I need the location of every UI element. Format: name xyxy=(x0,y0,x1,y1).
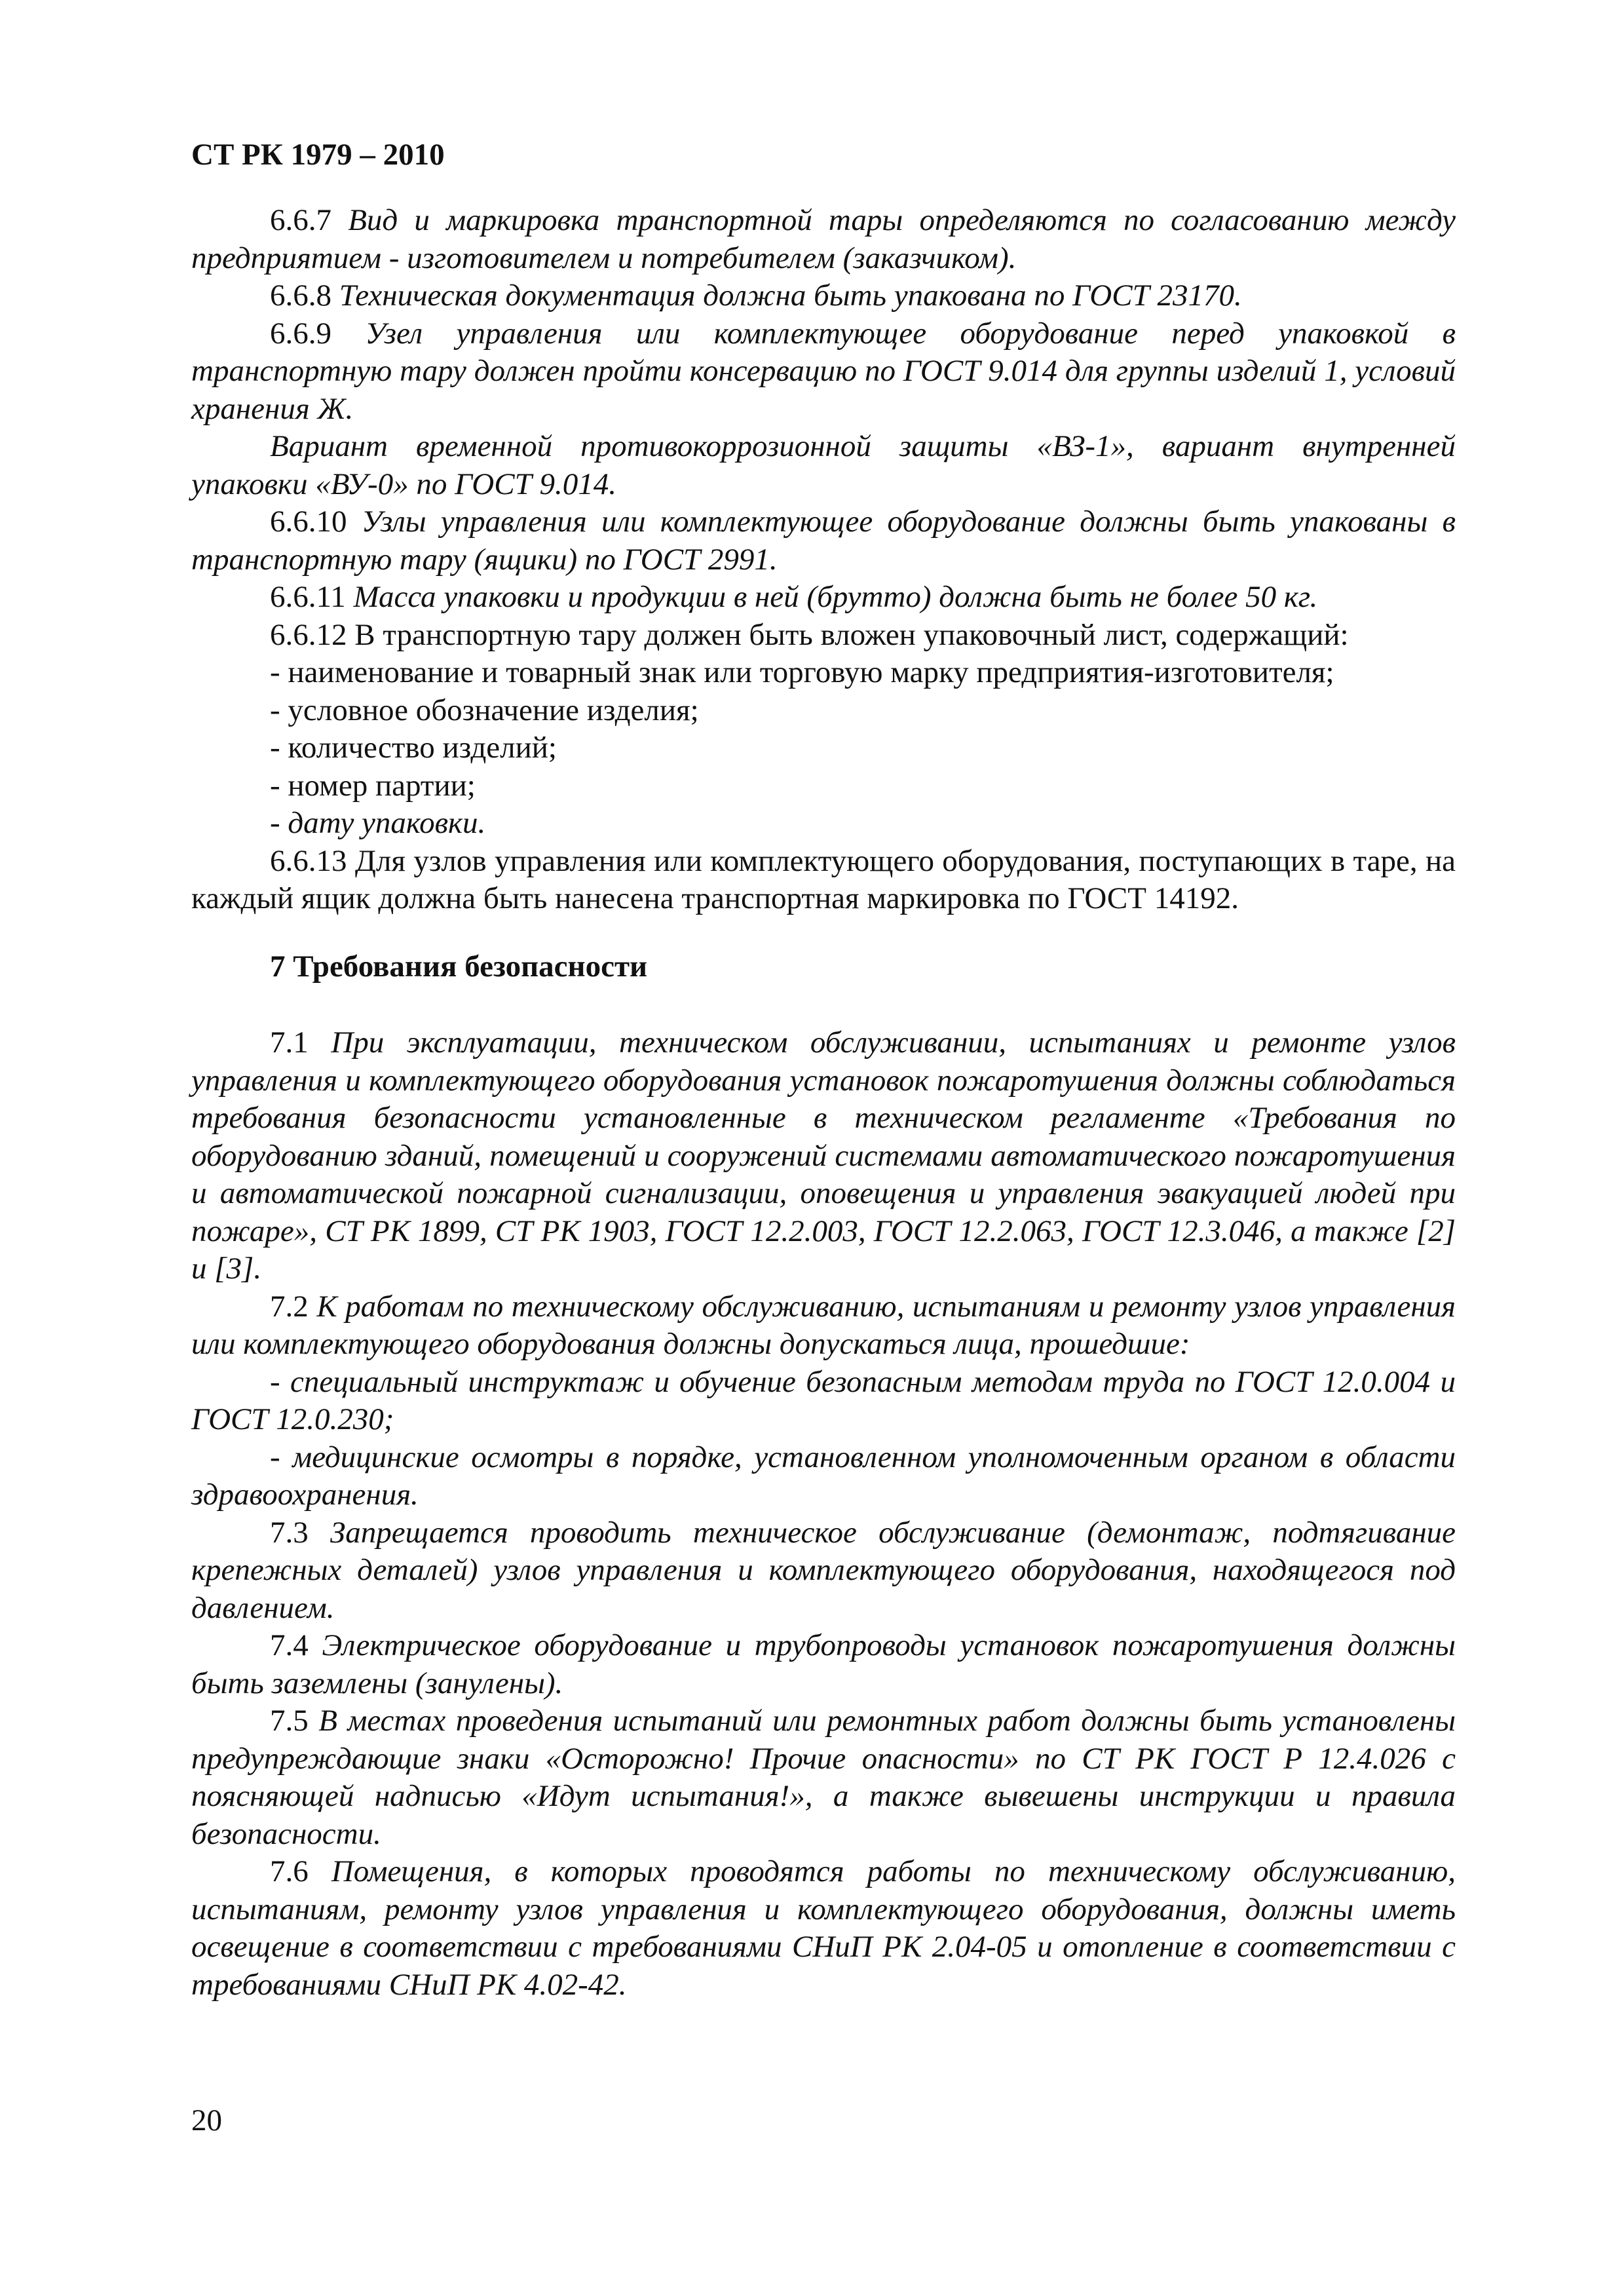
standard-code-header: СТ РК 1979 – 2010 xyxy=(191,138,445,172)
paragraph-6-6-8 xyxy=(191,277,1456,315)
clause-number: 7.5 xyxy=(270,1704,319,1738)
clause-text: К работам по техническому обслуживанию, испытаниям и ремонту узлов управления или комплектующего оборудования должны допускаться лица, прошедшие: xyxy=(191,1289,1456,1361)
section-6-continued xyxy=(191,202,1456,918)
clause-text: Электрическое оборудование и трубопроводы установок пожаротушения должны быть заземлены (занулены). xyxy=(191,1628,1456,1700)
clause-number: 7.4 xyxy=(270,1628,322,1662)
paragraph-7-4 xyxy=(191,1627,1456,1702)
paragraph-7-2 xyxy=(191,1288,1456,1364)
paragraph-6-6-13: 6.6.13 Для узлов управления или комплектующего оборудования, поступающих в таре, на каждый ящик должна быть нанесена транспортная маркировка по ГОСТ 14192. xyxy=(191,843,1456,915)
clause-number: 7.2 xyxy=(270,1289,317,1324)
page-number: 20 xyxy=(191,2103,222,2137)
list-item: - дату упаковки. xyxy=(270,806,486,840)
clause-number: 6.6.11 xyxy=(270,580,354,614)
clause-number: 6.6.8 xyxy=(270,278,339,313)
clause-number: 7.6 xyxy=(270,1854,331,1888)
paragraph-6-6-12: 6.6.12 В транспортную тару должен быть вложен упаковочный лист, содержащий: xyxy=(270,617,1349,652)
clause-text: Узел управления или комплектующее оборудование перед упаковкой в транспортную тару должен пройти консервацию по ГОСТ 9.014 для группы изделий 1, условий хранения Ж. xyxy=(191,316,1456,426)
clause-number: 6.6.9 xyxy=(270,316,366,351)
clause-number: 7.3 xyxy=(270,1515,330,1550)
paragraph-7-2-item-b: - медицинские осмотры в порядке, установленном уполномоченным органом в области здравоохранения. xyxy=(191,1440,1456,1512)
section-7-body xyxy=(191,1024,1456,2004)
clause-text: Масса упаковки и продукции в ней (брутто) должна быть не более 50 кг. xyxy=(353,580,1318,614)
paragraph-6-6-9-variant: Вариант временной противокоррозионной защиты «ВЗ-1», вариант внутренней упаковки «ВУ-0» по ГОСТ 9.014. xyxy=(191,429,1456,501)
paragraph-6-6-11 xyxy=(191,579,1456,617)
paragraph-7-5 xyxy=(191,1702,1456,1853)
clause-text: Запрещается проводить техническое обслуживание (демонтаж, подтягивание крепежных деталей) узлов управления и комплектующего оборудования, находящегося под давлением. xyxy=(191,1515,1456,1625)
paragraph-6-6-7 xyxy=(191,202,1456,277)
list-item: - номер партии; xyxy=(270,768,476,803)
clause-number: 6.6.7 xyxy=(270,203,349,237)
paragraph-6-6-9 xyxy=(191,315,1456,429)
paragraph-7-3 xyxy=(191,1514,1456,1628)
list-item: - наименование и товарный знак или торговую марку предприятия-изготовителя; xyxy=(270,655,1334,689)
clause-text: Вид и маркировка транспортной тары определяются по согласованию между предприятием - изготовителем и потребителем (заказчиком). xyxy=(191,203,1456,275)
clause-text: При эксплуатации, техническом обслуживании, испытаниях и ремонте узлов управления и комплектующего оборудования установок пожаротушения должны соблюдаться требования безопасности установленные в техническом регламенте «Требования по оборудованию зданий, помещений и сооружений системами автоматического пожаротушения и автоматической пожарной сигнализации, оповещения и управления эвакуацией людей при пожаре», СТ РК 1899, СТ РК 1903, ГОСТ 12.2.003, ГОСТ 12.2.063, ГОСТ 12.3.046, а также [2] и [3]. xyxy=(191,1025,1456,1286)
list-item: - условное обозначение изделия; xyxy=(270,693,699,727)
section-7-heading: 7 Требования безопасности xyxy=(270,949,648,984)
paragraph-6-6-10 xyxy=(191,503,1456,579)
clause-text: В местах проведения испытаний или ремонтных работ должны быть установлены предупреждающие знаки «Осторожно! Прочие опасности» по СТ РК ГОСТ Р 12.4.026 с поясняющей надписью «Идут испытания!», а также вывешены инструкции и правила безопасности. xyxy=(191,1704,1456,1851)
list-item: - количество изделий; xyxy=(270,731,557,765)
paragraph-7-1 xyxy=(191,1024,1456,1288)
clause-number: 7.1 xyxy=(270,1025,331,1060)
clause-text: Помещения, в которых проводятся работы по техническому обслуживанию, испытаниям, ремонту узлов управления и комплектующего оборудования, должны иметь освещение в соответствии с требованиями СНиП РК 2.04-05 и отопление в соответствии с требованиями СНиП РК 4.02-42. xyxy=(191,1854,1456,2002)
clause-text: Техническая документация должна быть упакована по ГОСТ 23170. xyxy=(339,278,1242,313)
paragraph-7-6 xyxy=(191,1853,1456,2004)
paragraph-7-2-item-a: - специальный инструктаж и обучение безопасным методам труда по ГОСТ 12.0.004 и ГОСТ 12.0.230; xyxy=(191,1364,1456,1436)
clause-number: 6.6.10 xyxy=(270,505,362,539)
clause-text: Узлы управления или комплектующее оборудование должны быть упакованы в транспортную тару (ящики) по ГОСТ 2991. xyxy=(191,505,1456,577)
